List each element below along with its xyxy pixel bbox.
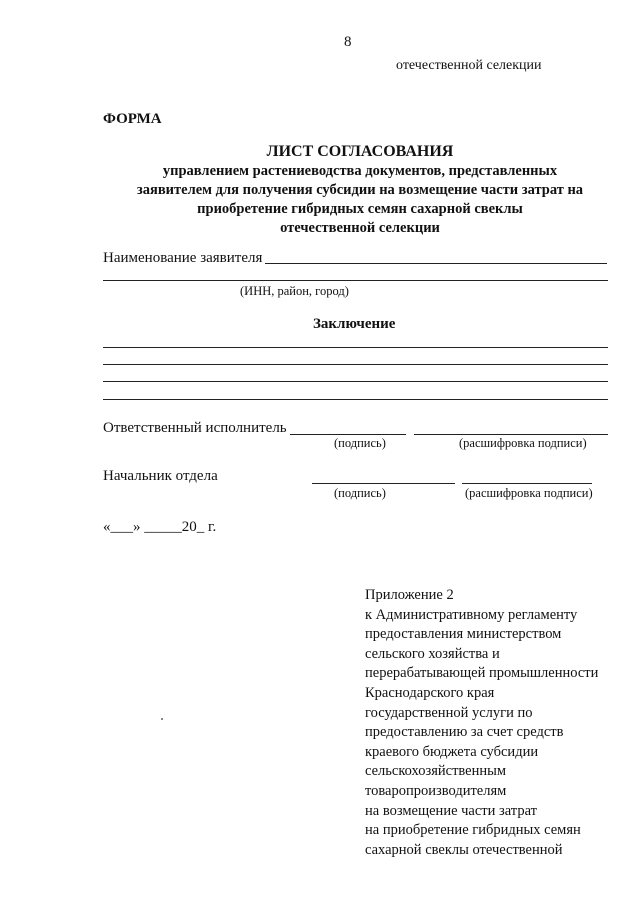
annex-line: на возмещение части затрат (365, 802, 537, 819)
responsible-decoding-line[interactable] (414, 434, 608, 435)
page-number: 8 (344, 34, 352, 50)
annex-line: к Административному регламенту (365, 606, 578, 623)
scan-speck (161, 718, 163, 720)
annex-line: сахарной свеклы отечественной (365, 841, 563, 858)
responsible-signature-caption: (подпись) (334, 436, 386, 450)
annex-block (365, 586, 635, 860)
form-label: ФОРМА (103, 111, 162, 127)
annex-line: товаропроизводителям (365, 782, 507, 799)
responsible-decoding-caption: (расшифровка подписи) (459, 436, 587, 450)
applicant-caption: (ИНН, район, город) (240, 284, 349, 298)
annex-line: предоставлению за счет средств (365, 724, 564, 741)
head-decoding-caption: (расшифровка подписи) (465, 486, 593, 500)
conclusion-label: Заключение (313, 316, 396, 332)
head-signature-caption: (подпись) (334, 486, 386, 500)
responsible-label: Ответственный исполнитель (103, 420, 287, 436)
title-line: управлением растениеводства документов, представленных (162, 163, 558, 179)
responsible-signature-line[interactable] (290, 434, 406, 435)
conclusion-line[interactable] (103, 399, 608, 400)
title-line: отечественной селекции (280, 220, 440, 236)
annex-line: краевого бюджета субсидии (365, 743, 539, 760)
applicant-label: Наименование заявителя (103, 250, 263, 266)
department-head-label: Начальник отдела (103, 468, 218, 484)
title-line: приобретение гибридных семян сахарной свеклы (197, 201, 523, 217)
annex-line: предоставления министерством (365, 626, 562, 643)
annex-line: сельскохозяйственным (365, 763, 507, 780)
title-line: заявителем для получения субсидии на возмещение части затрат на (136, 182, 584, 198)
annex-line: перерабатывающей промышленности (365, 665, 599, 682)
conclusion-line[interactable] (103, 347, 608, 348)
title-line: ЛИСТ СОГЛАСОВАНИЯ (266, 143, 454, 160)
head-signature-line[interactable] (312, 483, 455, 484)
document-title (100, 142, 620, 238)
applicant-field-line[interactable] (265, 263, 607, 264)
annex-line: на приобретение гибридных семян (365, 822, 581, 839)
annex-line: государственной услуги по (365, 704, 533, 721)
conclusion-line[interactable] (103, 364, 608, 365)
annex-line: сельского хозяйства и (365, 645, 500, 662)
applicant-field-line-2[interactable] (103, 280, 608, 281)
head-decoding-line[interactable] (462, 483, 592, 484)
date-line[interactable]: «___» _____20_ г. (103, 519, 217, 535)
annex-line: Краснодарского края (365, 684, 495, 701)
conclusion-line[interactable] (103, 381, 608, 382)
top-note: отечественной селекции (396, 58, 542, 73)
annex-line: Приложение 2 (365, 587, 454, 603)
